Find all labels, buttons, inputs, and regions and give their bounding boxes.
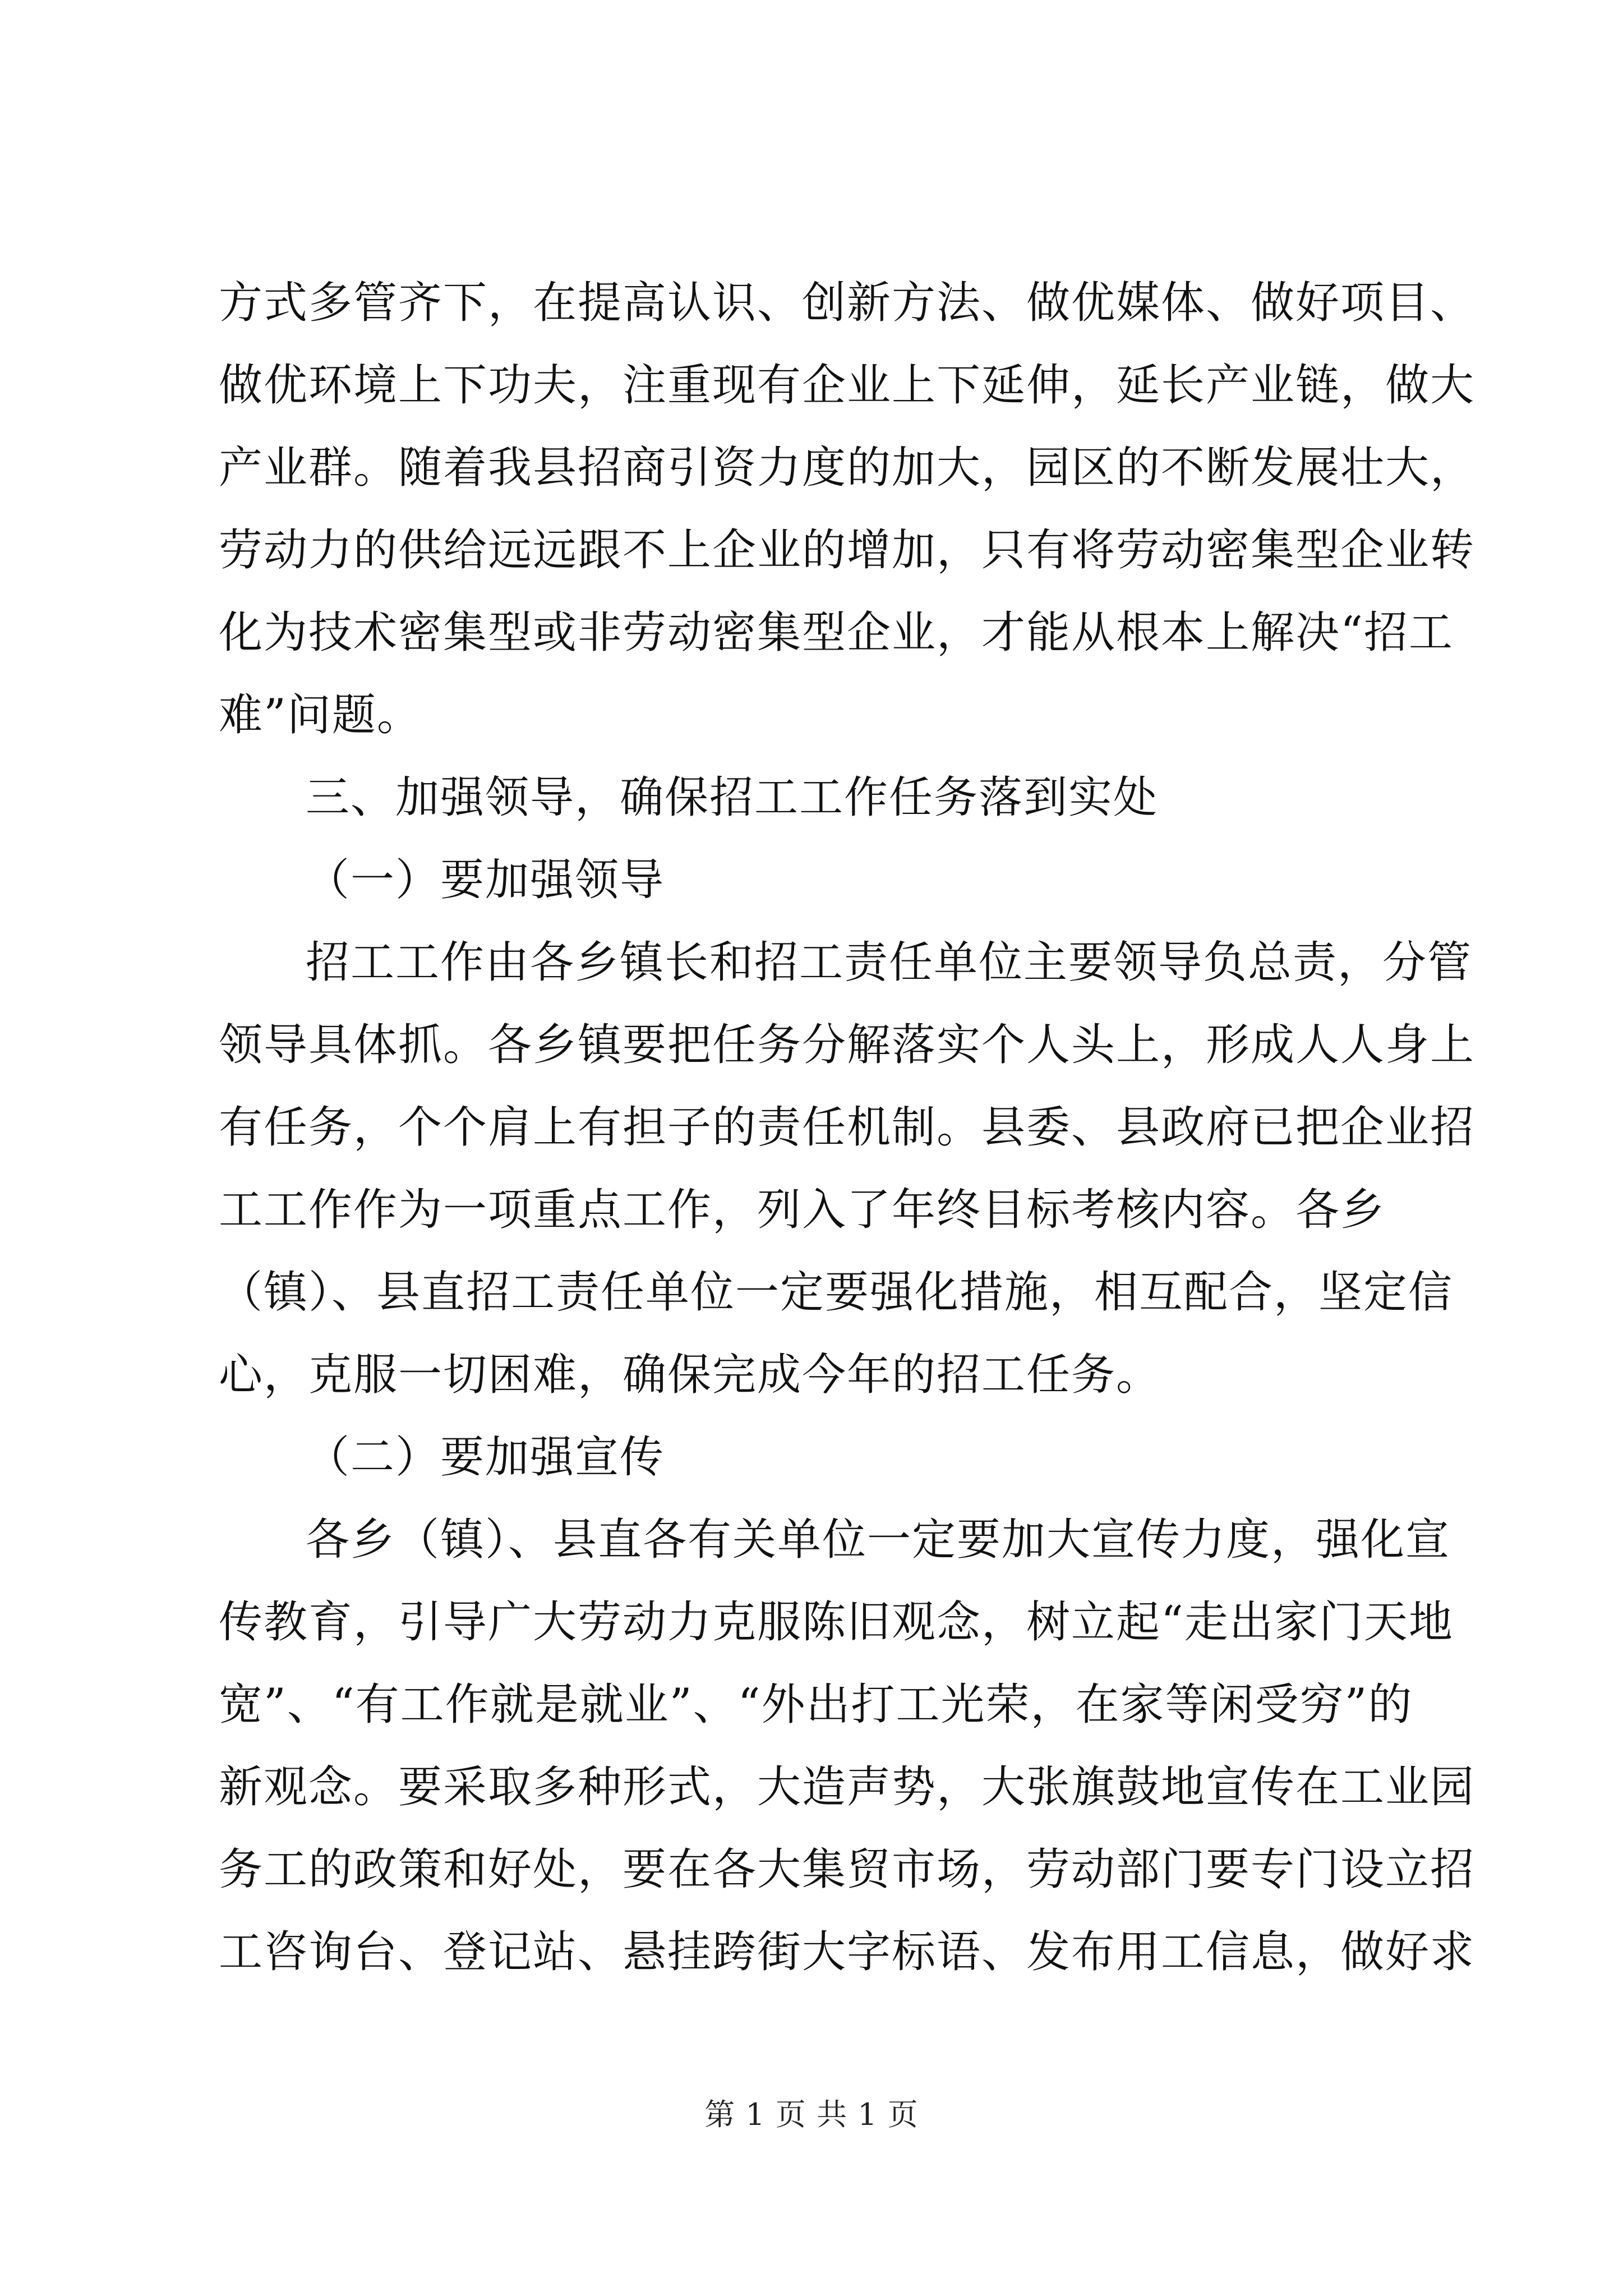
body-text-line: 各乡（镇）、县直各有关单位一定要加大宣传力度，强化宣 bbox=[306, 1515, 1451, 1565]
body-text-line: 化为技术密集型或非劳动密集型企业，才能从根本上解决“招工 bbox=[219, 608, 1454, 658]
body-text-line: 招工工作由各乡镇长和招工责任单位主要领导负总责，分管 bbox=[306, 937, 1473, 988]
body-text-line: 领导具体抓。各乡镇要把任务分解落实个人头上，形成人人身上 bbox=[219, 1020, 1476, 1070]
body-text-line: 宽”、“有工作就是就业”、“外出打工光荣，在家等闲受穷”的 bbox=[219, 1680, 1413, 1730]
body-text-line: 方式多管齐下，在提高认识、创新方法、做优媒体、做好项目、 bbox=[219, 278, 1476, 328]
body-text-line: 务工的政策和好处，要在各大集贸市场，劳动部门要专门设立招 bbox=[219, 1844, 1476, 1895]
body-text-line: 产业群。随着我县招商引资力度的加大，园区的不断发展壮大， bbox=[219, 443, 1476, 493]
body-text-line: 做优环境上下功夫，注重现有企业上下延伸，延长产业链，做大 bbox=[219, 360, 1476, 411]
body-text-line: 工工作作为一项重点工作，列入了年终目标考核内容。各乡 bbox=[219, 1185, 1386, 1235]
body-text-line: 有任务，个个肩上有担子的责任机制。县委、县政府已把企业招 bbox=[219, 1102, 1476, 1153]
body-text-line: 难”问题。 bbox=[219, 690, 422, 740]
subsection-heading: （一）要加强领导 bbox=[306, 855, 665, 905]
subsection-heading: （二）要加强宣传 bbox=[306, 1432, 665, 1483]
section-heading: 三、加强领导，确保招工工作任务落到实处 bbox=[306, 772, 1159, 823]
body-text-line: （镇）、县直招工责任单位一定要强化措施，相互配合，坚定信 bbox=[219, 1267, 1454, 1318]
body-text-line: 劳动力的供给远远跟不上企业的增加，只有将劳动密集型企业转 bbox=[219, 525, 1476, 576]
body-text-line: 工咨询台、登记站、悬挂跨街大字标语、发布用工信息，做好求 bbox=[219, 1927, 1476, 1977]
body-text-line: 新观念。要采取多种形式，大造声势，大张旗鼓地宣传在工业园 bbox=[219, 1762, 1476, 1812]
body-text-line: 传教育，引导广大劳动力克服陈旧观念，树立起“走出家门天地 bbox=[219, 1597, 1454, 1648]
body-text-line: 心，克服一切困难，确保完成今年的招工任务。 bbox=[219, 1350, 1161, 1400]
page-number-footer: 第 1 页 共 1 页 bbox=[704, 2097, 919, 2132]
